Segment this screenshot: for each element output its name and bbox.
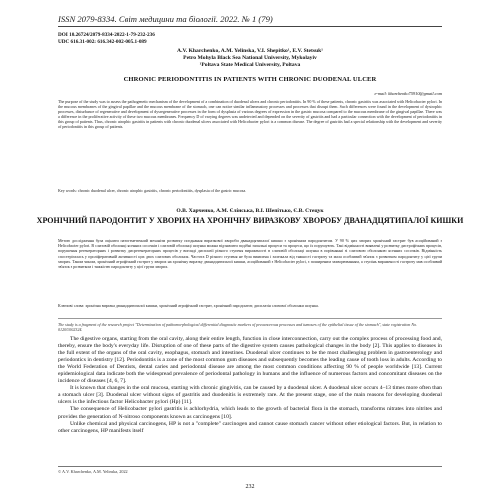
footer-rule xyxy=(58,466,442,467)
author-block-en xyxy=(0,48,500,69)
udc: UDC 616.31-002: 616.342-002-005.1-089 xyxy=(58,39,147,45)
article-body xyxy=(58,336,442,435)
body-paragraph: It is known that changes in the oral mucosa, starting with chronic gingivitis, can be caused by a duodenal ulcer. A duodenal ulcer occurs 4–13 times more often than a stomach ulcer [3]. Duodenal ulcer without signs of gastritis and duodenitis is extremely rare. At the present stage, one of the main reasons for developing duodenal ulcers is the infectious factor Helicobacter pylori (Hp) [11]. xyxy=(58,385,442,406)
section-rule xyxy=(58,318,442,319)
abstract-ua: Метою дослідження була оцінити патогенетичний механізм розвитку поєднання виразкової хвороби дванадцятипалої кишки з хронічним пародонтитом. У 90 % цих хворих хронічний гастрит був асоційований з Helicobacter pylori. В слизовій оболонці ясенних сосочків і слизовій оболонці шлунка можна відзначити подібні запальні процеси та процеси, що їх порушують. Такі відмінності виявлені у розвитку дистрофічних процесів, порушення регенераторних і розвитку дисрегенераторних процесів у вигляді дисплазії різного ступеня вираженості в слизовій оболонці шлунка в порівнянні зі слизовою оболонкою ясенних сосочків. Відмінність спостерігалась у проліферативній активності цих двох слизових оболонок. Частота D різного ступеня не була виявлена і залежала від тяжкості гастриту та мала особливий зв'язок з розвитком пародонтиту у цієї групи хворих. Таким чином, хронічний атрофічний гастрит у хворих на хронічну виразку дванадцятипалої кишки, асоційований з Helicobacter pylori, є поширеним захворюванням, а ступінь вираженості гастриту мав особливий зв'язок з розвитком і тяжкістю пародонтиту у цієї групи хворих. xyxy=(58,238,442,270)
authors-en: A.V. Kharchenko, A.M. Yelinska, V.I. Shepitko¹, E.V. Stetsuk¹ xyxy=(177,48,323,54)
body-paragraph: Unlike chemical and physical carcinogens, HP is not a "complete" carcinogen and cannot cause stomach cancer without other etiological factors. But, in relation to other carcinogens, HP manifests itself xyxy=(58,420,442,434)
copyright-notice: © A.V. Kharchenko, A.M. Yelinska, 2022 xyxy=(58,469,128,474)
body-paragraph: The digestive organs, starting from the oral cavity, along their entire length, function in close interconnection, carry out the complex process of processing food and, thereby, ensure the body's everyday life. Disruption of one of these parts of the digestive system causes pathological changes in the body [2]. This applies to diseases in the full extent of the organs of the oral cavity, esophagus, stomach and intestines. Duodenal ulcer continues to be the most challenging problem in gastroenterology and periodontics in dentistry [12]. Periodontitis is a zone of the most common gum diseases and subsequently becomes the leading cause of tooth loss in adults. According to the World Federation of Dentists, dental caries and periodontal disease are among the most common conditions affecting 90 % of people worldwide [13]. Current epidemiological data indicate both the widespread prevalence of periodontal pathology in humans and the influence of numerous factors and concomitant diseases on the incidence of diseases [4, 6, 7]. xyxy=(58,336,442,385)
article-title-en: CHRONIC PERIODONTITIS IN PATIENTS WITH CHRONIC DUODENAL ULCER xyxy=(123,76,377,83)
body-paragraph: The consequence of Helicobacter pylori gastritis is achlorhydria, which leads to the growth of bacterial flora in the stomach, transforms nitrates into nitrites and provides the generation of N-nitroso components known as carcinogens [10]. xyxy=(58,406,442,420)
affiliation-1: Petro Mohyla Black Sea National University, Mykolayiv xyxy=(183,55,317,61)
article-identifiers xyxy=(58,32,155,46)
article-title-ua: ХРОНІЧНИЙ ПАРОДОНТИТ У ХВОРИХ НА ХРОНІЧНУ ВИРАЗКОВУ ХВОРОБУ ДВАНАДЦЯТИПАЛОЇ КИШКИ xyxy=(36,216,464,225)
keywords-en: Key words: chronic duodenal ulcer, chronic atrophic gastritis, chronic periodontitis, dysplasia of the gastric mucosa. xyxy=(58,188,247,193)
study-note: The study is a fragment of the research project "Determination of pathomorphological differential diagnostic markers of precancerous processes and tumours of the epithelial tissue of the stomach", state registration No. 0120U002324. xyxy=(58,322,418,332)
page-number: 232 xyxy=(245,484,255,490)
keywords-ua: Ключові слова: хронічна виразка дванадцятипалої кишки, хронічний атрофічний гастрит, хронічний пародонтит, дисплазія слизової оболонки шлунка. xyxy=(58,303,319,308)
header-rule xyxy=(58,26,442,27)
affiliation-2: ¹Poltava State Medical University, Poltava xyxy=(199,62,301,68)
doi[interactable]: DOI 10.26724/2079-8334-2022-1-79-232-236 xyxy=(58,32,155,38)
contact-email[interactable]: e-mail: kharchenko75910@gmail.com xyxy=(374,91,442,96)
abstract-en: The purpose of the study was to assess the pathogenetic mechanism of the development of a combination of duodenal ulcers and chronic periodontitis. In 90 % of these patients, chronic gastritis was associated with Helicobacter pylori. In the mucous membranes of the gingival papillae and the mucous membrane of the stomach, one can notice similar inflammatory processes and processes that disrupt them. Such differences were found in the development of dystrophic processes, disturbance of regenerative and development of dysregenerative processes in the form of dysplasia of various degrees of expression in the gastric mucosa compared to the mucous membrane of the gingival papillae. There was a difference in the proliferative activity of these two mucous membranes. Frequency D of varying degrees was undetected and depended on the severity of gastritis and had a particular connection with the development of periodontitis in this group of patients. Thus, chronic atrophic gastritis in patients with chronic duodenal ulcers associated with Helicobacter pylori is a common disease. The degree of gastritis had a special relationship with the development and severity of periodontitis in this group of patients. xyxy=(58,99,442,130)
authors-ua: О.В. Харченко, А.М. Єлінська, В.І. Шепітько, Є.В. Стецук xyxy=(176,208,324,214)
journal-header: ISSN 2079-8334. Світ медицини та біології. 2022. № 1 (79) xyxy=(58,14,273,24)
